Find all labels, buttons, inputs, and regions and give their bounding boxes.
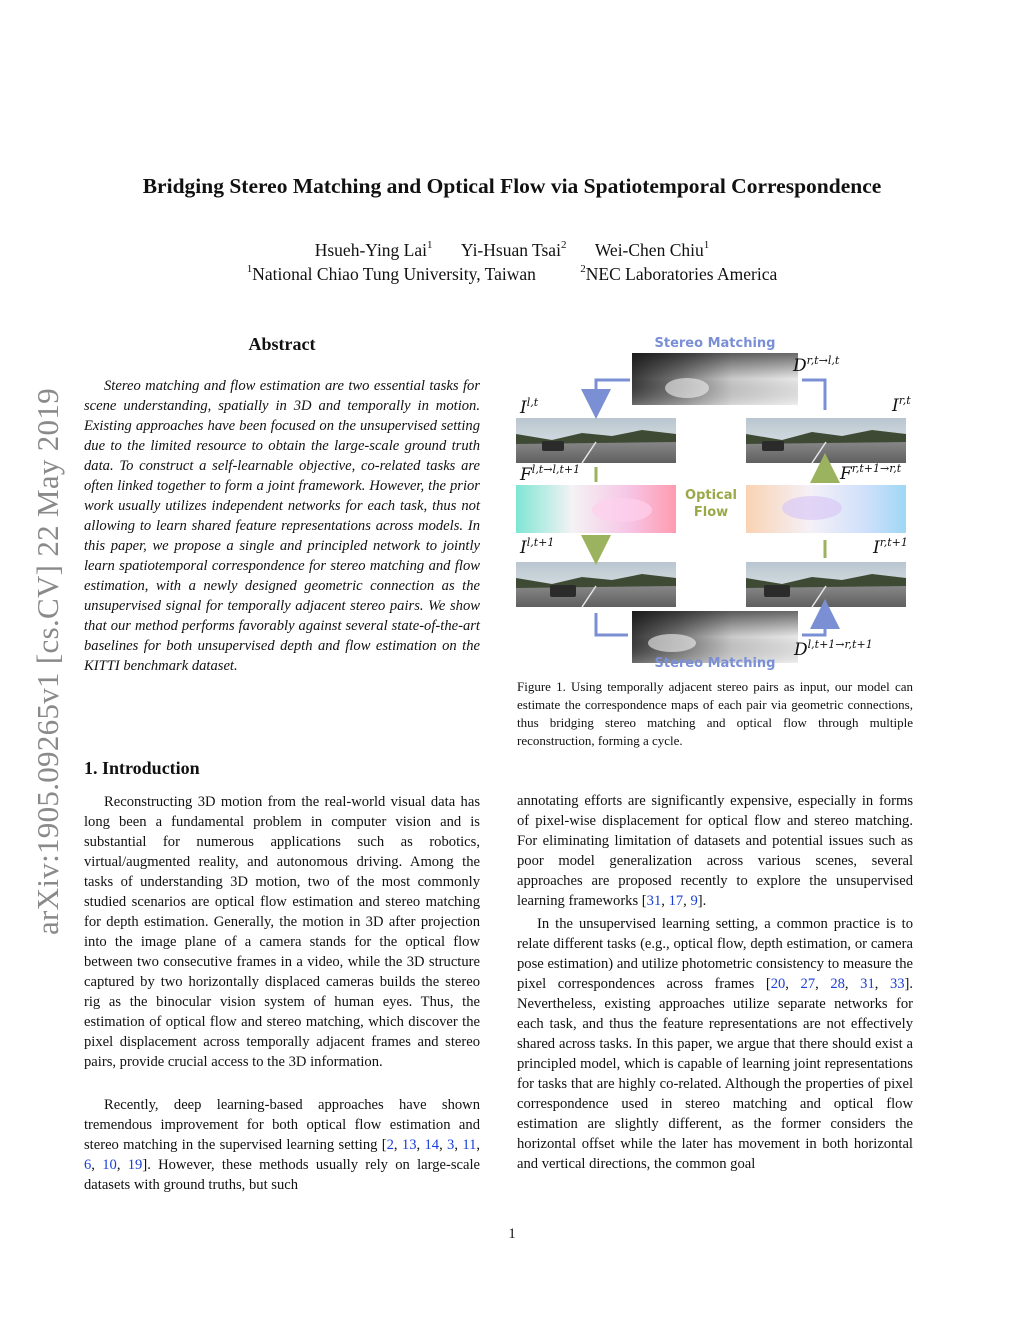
citation-link[interactable]: 31 [860,976,875,992]
citation-link[interactable]: 6 [84,1157,92,1173]
citation-link[interactable]: 14 [424,1137,440,1153]
abstract-text: Stereo matching and flow estimation are two essential tasks for scene understanding, spatially in 3D and temporally in motion. Existing approaches have been focused on the unsupervised setting due to the limited resource to obtain the large-scale ground truth data. To construct a self-learnable objective, co-related tasks are often linked together to form a joint framework. However, the prior work usually utilizes independent networks for each task, thus not allowing to learn shared feature representations across models. In this paper, we propose a single and principled network to jointly learn spatiotemporal correspondence for stereo matching and flow estimation, with a newly designed geometric connection as the unsupervised signal for temporally adjacent stereo pairs. We show that our method performs favorably against several state-of-the-art baselines for both unsupervised depth and flow estimation on the KITTI benchmark dataset. [84,378,480,674]
figure-1-caption: Figure 1. Using temporally adjacent stereo pairs as input, our model can estimate the correspondence maps of each pair via geometric connections, thus bridging stereo matching and optical flow through multiple reconstruction, forming a cycle. [517,679,913,748]
author-3: Wei-Chen Chiu$^1$ [594,239,710,260]
citation-link[interactable]: 19 [127,1157,143,1173]
citation-link[interactable]: 33 [889,976,905,992]
affiliation-2: $^2$NEC Laboratories America [580,263,778,284]
affiliation-1: $^1$National Chiao Tung University, Taiwan [246,263,536,284]
road-image-left-t1 [516,562,676,607]
citation-link[interactable]: 2 [386,1137,394,1153]
citation-link[interactable]: 17 [668,893,684,909]
figure-1 [512,330,922,675]
intro-paragraph-1: Reconstructing 3D motion from the real-world visual data has long been a fundamental problem in computer vision and is substantial for numerous applications such as robotics, virtual/augmented reality, and autonomous driving. Among the tasks of understanding 3D motion, two of the most commonly studied scenarios are optical flow estimation and stereo matching for depth estimation. Generally, the motion in 3D after projection into the image plane of a camera stands for the optical flow between two consecutive frames in a video, while the 3D structure captured by two horizontally displaced cameras builds the stereo rig as the binocular vision system of human eyes. Thus, the estimation of optical flow and stereo matching, which discover the pixel displacement across temporally adjacent frames and stereo pairs, provide crucial access to the 3D information. [84,794,480,1070]
flow-map-left [516,485,676,533]
citation-link[interactable]: 31 [646,893,662,909]
author-list [0,240,1024,261]
author-1: Hsueh-Ying Lai$^1$ [314,239,433,260]
citation-link[interactable]: 11 [462,1137,477,1153]
citation-link[interactable]: 9 [690,893,698,909]
symbol-i-rt1: $I^{r,t+1}$ [873,536,908,558]
symbol-i-rt: I$^{r,t}$ [892,394,911,416]
citation-link[interactable]: 13 [401,1137,417,1153]
road-image-right-t [746,418,906,463]
paper-title: Bridging Stereo Matching and Optical Flow via Spatiotemporal Correspondence [142,174,882,198]
road-image-left-t [516,418,676,463]
depth-map-top [632,353,798,405]
affiliation-list [0,264,1024,285]
flow-map-right [746,485,906,533]
author-2: Yi-Hsuan Tsai$^2$ [460,239,567,260]
symbol-d-top: $D^{r,t\to l,t}$ [793,354,840,376]
symbol-f-left: $F^{l,t\to l,t+1}$ [520,463,581,485]
abstract-heading: Abstract [248,334,316,354]
symbol-f-right: $F^{r,t+1\to r,t}$ [840,462,902,484]
citation-link[interactable]: 3 [447,1137,455,1153]
arxiv-identifier: arXiv:1905.09265v1 [cs.CV] 22 May 2019 [30,388,65,935]
stereo-matching-label-bottom: Stereo Matching [654,656,776,671]
citation-link[interactable]: 27 [800,976,816,992]
symbol-i-lt: I$^{l,t}$ [520,396,539,418]
citation-link[interactable]: 20 [770,976,786,992]
page-number: 1 [508,1226,516,1242]
intro-paragraph-3: annotating efforts are significantly expensive, especially in forms of pixel-wise displacement for optical flow and stereo matching. For eliminating limitation of datasets and potential issues such as poor model generalization across various scenes, several approaches are proposed recently to explore the unsupervised learning frameworks [31, 17, 9]. [517,793,913,909]
citation-link[interactable]: 28 [830,976,845,992]
citation-link[interactable]: 10 [102,1157,117,1173]
optical-flow-label: Optical Flow [685,488,737,520]
road-image-right-t1 [746,562,906,607]
symbol-i-lt1: $I^{l,t+1}$ [520,536,555,558]
intro-paragraph-4: In the unsupervised learning setting, a common practice is to relate different tasks (e.g., optical flow, depth estimation, or camera pose estimation) and utilize photometric consistency to measure the pixel correspondences across frames [20, 27, 28, 31, 33]. Nevertheless, existing approaches utilize separate networks for each task, and thus the feature representations are not effectively shared across tasks. In this paper, we argue that there should exist a principled model, which is capable of learning joint representations for tasks that are highly co-related. Although the properties of pixel correspondence used in stereo matching and optical flow estimation are slightly different, as the former considers the horizontal offset while the later has movement in both horizontal and vertical directions, the common goal [517,916,914,1172]
section-heading-introduction: 1. Introduction [84,758,200,778]
intro-paragraph-2: Recently, deep learning-based approaches have shown tremendous improvement for both optical flow estimation and stereo matching in the supervised learning setting [2, 13, 14, 3, 11, 6, 10, 19]. However, these methods usually rely on large-scale datasets with ground truths, but such [84,1097,481,1193]
stereo-matching-label-top: Stereo Matching [654,336,776,351]
symbol-d-bottom: $D^{l,t+1\to r,t+1}$ [794,638,873,660]
